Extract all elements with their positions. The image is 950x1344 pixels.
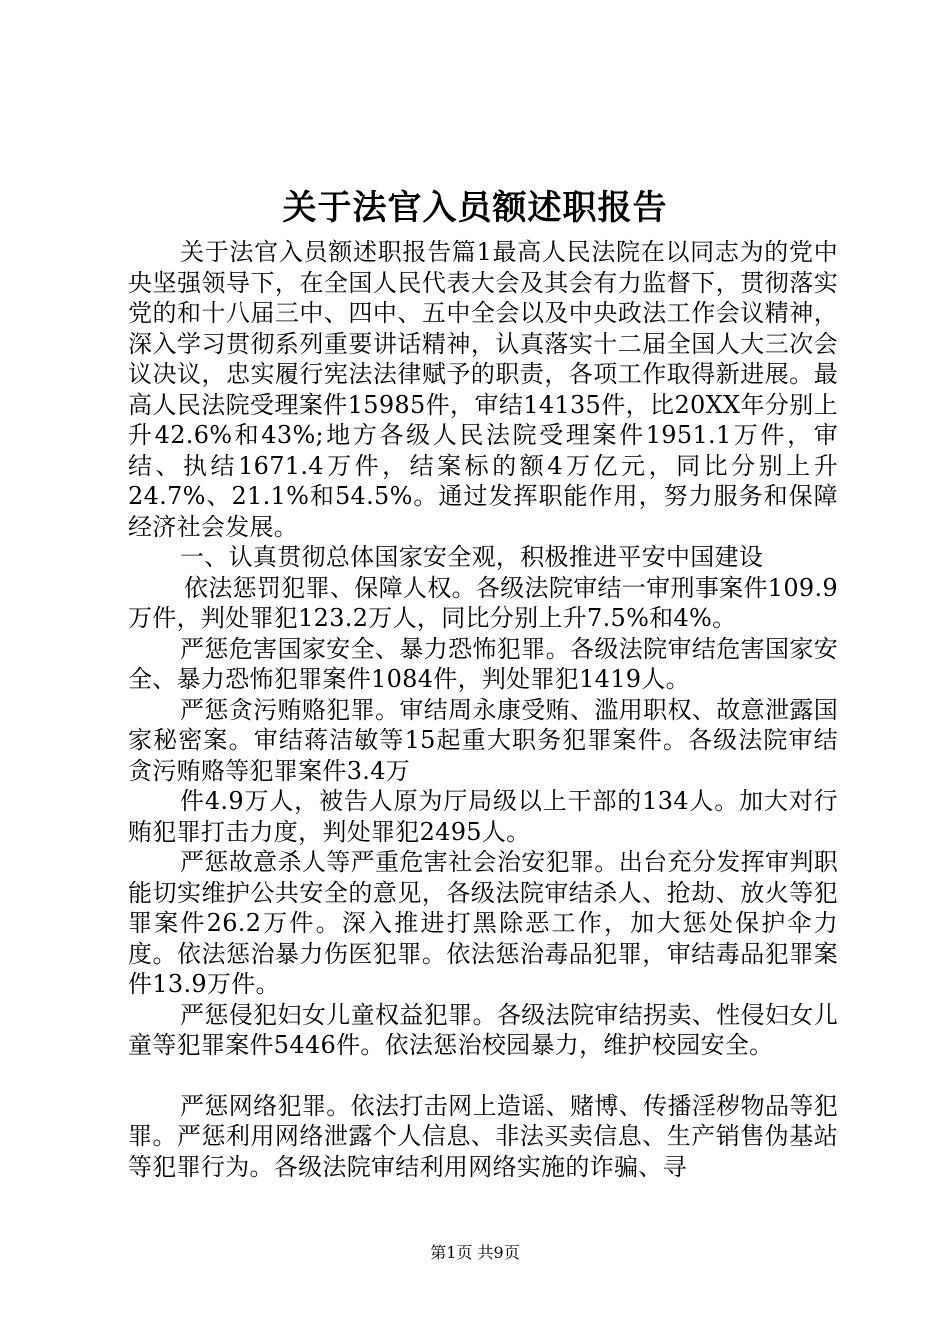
paragraph-gap xyxy=(128,1061,838,1091)
page-footer: 第1页 共9页 xyxy=(430,1243,520,1262)
document-body xyxy=(128,237,838,1182)
paragraph-public-security: 严惩故意杀人等严重危害社会治安犯罪。出台充分发挥审判职能切实维护公共安全的意见，各级法院审结杀人、抢劫、放火等犯罪案件26.2万件。深入推进打黑除恶工作，加大惩处保护伞力度。依法惩治暴力伤医犯罪。依法惩治毒品犯罪，审结毒品犯罪案件13.9万件。 xyxy=(128,848,838,998)
paragraph-corruption: 严惩贪污贿赂犯罪。审结周永康受贿、滥用职权、故意泄露国家秘密案。审结蒋洁敏等15起重大职务犯罪案件。各级法院审结贪污贿赂等犯罪案件3.4万 xyxy=(128,695,838,785)
paragraph-women-children: 严惩侵犯妇女儿童权益犯罪。各级法院审结拐卖、性侵妇女儿童等犯罪案件5446件。依法惩治校园暴力，维护校园安全。 xyxy=(128,1000,838,1059)
section-heading: 一、认真贯彻总体国家安全观，积极推进平安中国建设 xyxy=(180,543,764,571)
paragraph-national-security: 严惩危害国家安全、暴力恐怖犯罪。各级法院审结危害国家安全、暴力恐怖犯罪案件1084件，判处罪犯1419人。 xyxy=(128,634,838,693)
paragraph-punish-crime: 依法惩罚犯罪、保障人权。各级法院审结一审刑事案件109.9万件，判处罪犯123.2万人，同比分别上升7.5%和4%。 xyxy=(128,573,838,632)
paragraph-cyber-crime: 严惩网络犯罪。依法打击网上造谣、赌博、传播淫秽物品等犯罪。严惩利用网络泄露个人信息、非法买卖信息、生产销售伪基站等犯罪行为。各级法院审结利用网络实施的诈骗、寻 xyxy=(128,1091,838,1181)
paragraph-corruption-continued: 件4.9万人，被告人原为厅局级以上干部的134人。加大对行贿犯罪打击力度，判处罪犯2495人。 xyxy=(128,787,838,846)
document-title: 关于法官入员额述职报告 xyxy=(282,188,668,228)
paragraph-intro: 关于法官入员额述职报告篇1最高人民法院在以同志为的党中央坚强领导下，在全国人民代表大会及其会有力监督下，贯彻落实党的和十八届三中、四中、五中全会以及中央政法工作会议精神，深入学习贯彻系列重要讲话精神，认真落实十二届全国人大三次会议决议，忠实履行宪法法律赋予的职责，各项工作取得新进展。最高人民法院受理案件15985件，审结14135件，比20XX年分别上升42.6%和43%;地方各级人民法院受理案件1951.1万件，审结、执结1671.4万件，结案标的额4万亿元，同比分别上升24.7%、21.1%和54.5%。通过发挥职能作用，努力服务和保障经济社会发展。 xyxy=(128,238,838,541)
